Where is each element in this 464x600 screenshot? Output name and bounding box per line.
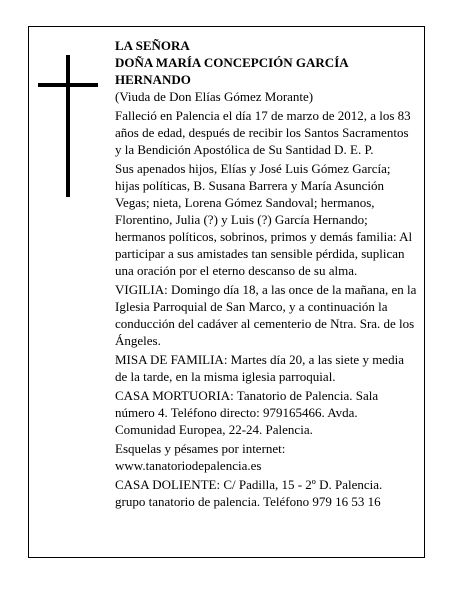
heading-line-1: LA SEÑORA: [115, 38, 190, 53]
funeral-home-paragraph: CASA MORTUORIA: Tanatorio de Palencia. Sala número 4. Teléfono directo: 979165466. Avda. Comunidad Europea, 22-24. Palencia.: [115, 388, 379, 437]
death-paragraph: Falleció en Palencia el día 17 de marzo de 2012, a los 83 años de edad, después de recibir los Santos Sacramentos y la Bendición Apostólica de Su Santidad D. E. P.: [115, 108, 411, 157]
mass-paragraph: MISA DE FAMILIA: Martes día 20, a las siete y media de la tarde, en la misma iglesia parroquial.: [115, 352, 404, 384]
deceased-name: DOÑA MARÍA CONCEPCIÓN GARCÍA HERNANDO: [115, 55, 348, 87]
cross-horizontal-bar: [38, 83, 98, 87]
widow-line: (Viuda de Don Elías Gómez Morante): [115, 89, 314, 104]
family-paragraph: Sus apenados hijos, Elías y José Luis Gómez García; hijas políticas, B. Susana Barrera y María Asunción Vegas; nieta, Lorena Gómez Sandoval; hermanos, Florentino, Julia (?) y Luis (?) García Hernando; hermanos políticos, sobrinos, primos y demás familia: Al participar a sus amistades tan sensible pérdida, suplican una oración por el eterno descanso de su alma.: [115, 161, 413, 278]
grieving-home-line: CASA DOLIENTE: C/ Padilla, 15 - 2º D. Palencia.: [115, 477, 383, 492]
website-line: www.tanatoriodepalencia.es: [115, 458, 262, 473]
condolences-line: Esquelas y pésames por internet:: [115, 441, 286, 456]
vigil-paragraph: VIGILIA: Domingo día 18, a las once de la mañana, en la Iglesia Parroquial de San Marco, y a continuación la conducción del cadáver al cementerio de Ntra. Sra. de los Ángeles.: [115, 282, 417, 348]
notice-text: [115, 37, 417, 510]
grieving-home-phone-line: grupo tanatorio de palencia. Teléfono 979 16 53 16: [115, 494, 381, 509]
cross-vertical-bar: [66, 55, 70, 197]
